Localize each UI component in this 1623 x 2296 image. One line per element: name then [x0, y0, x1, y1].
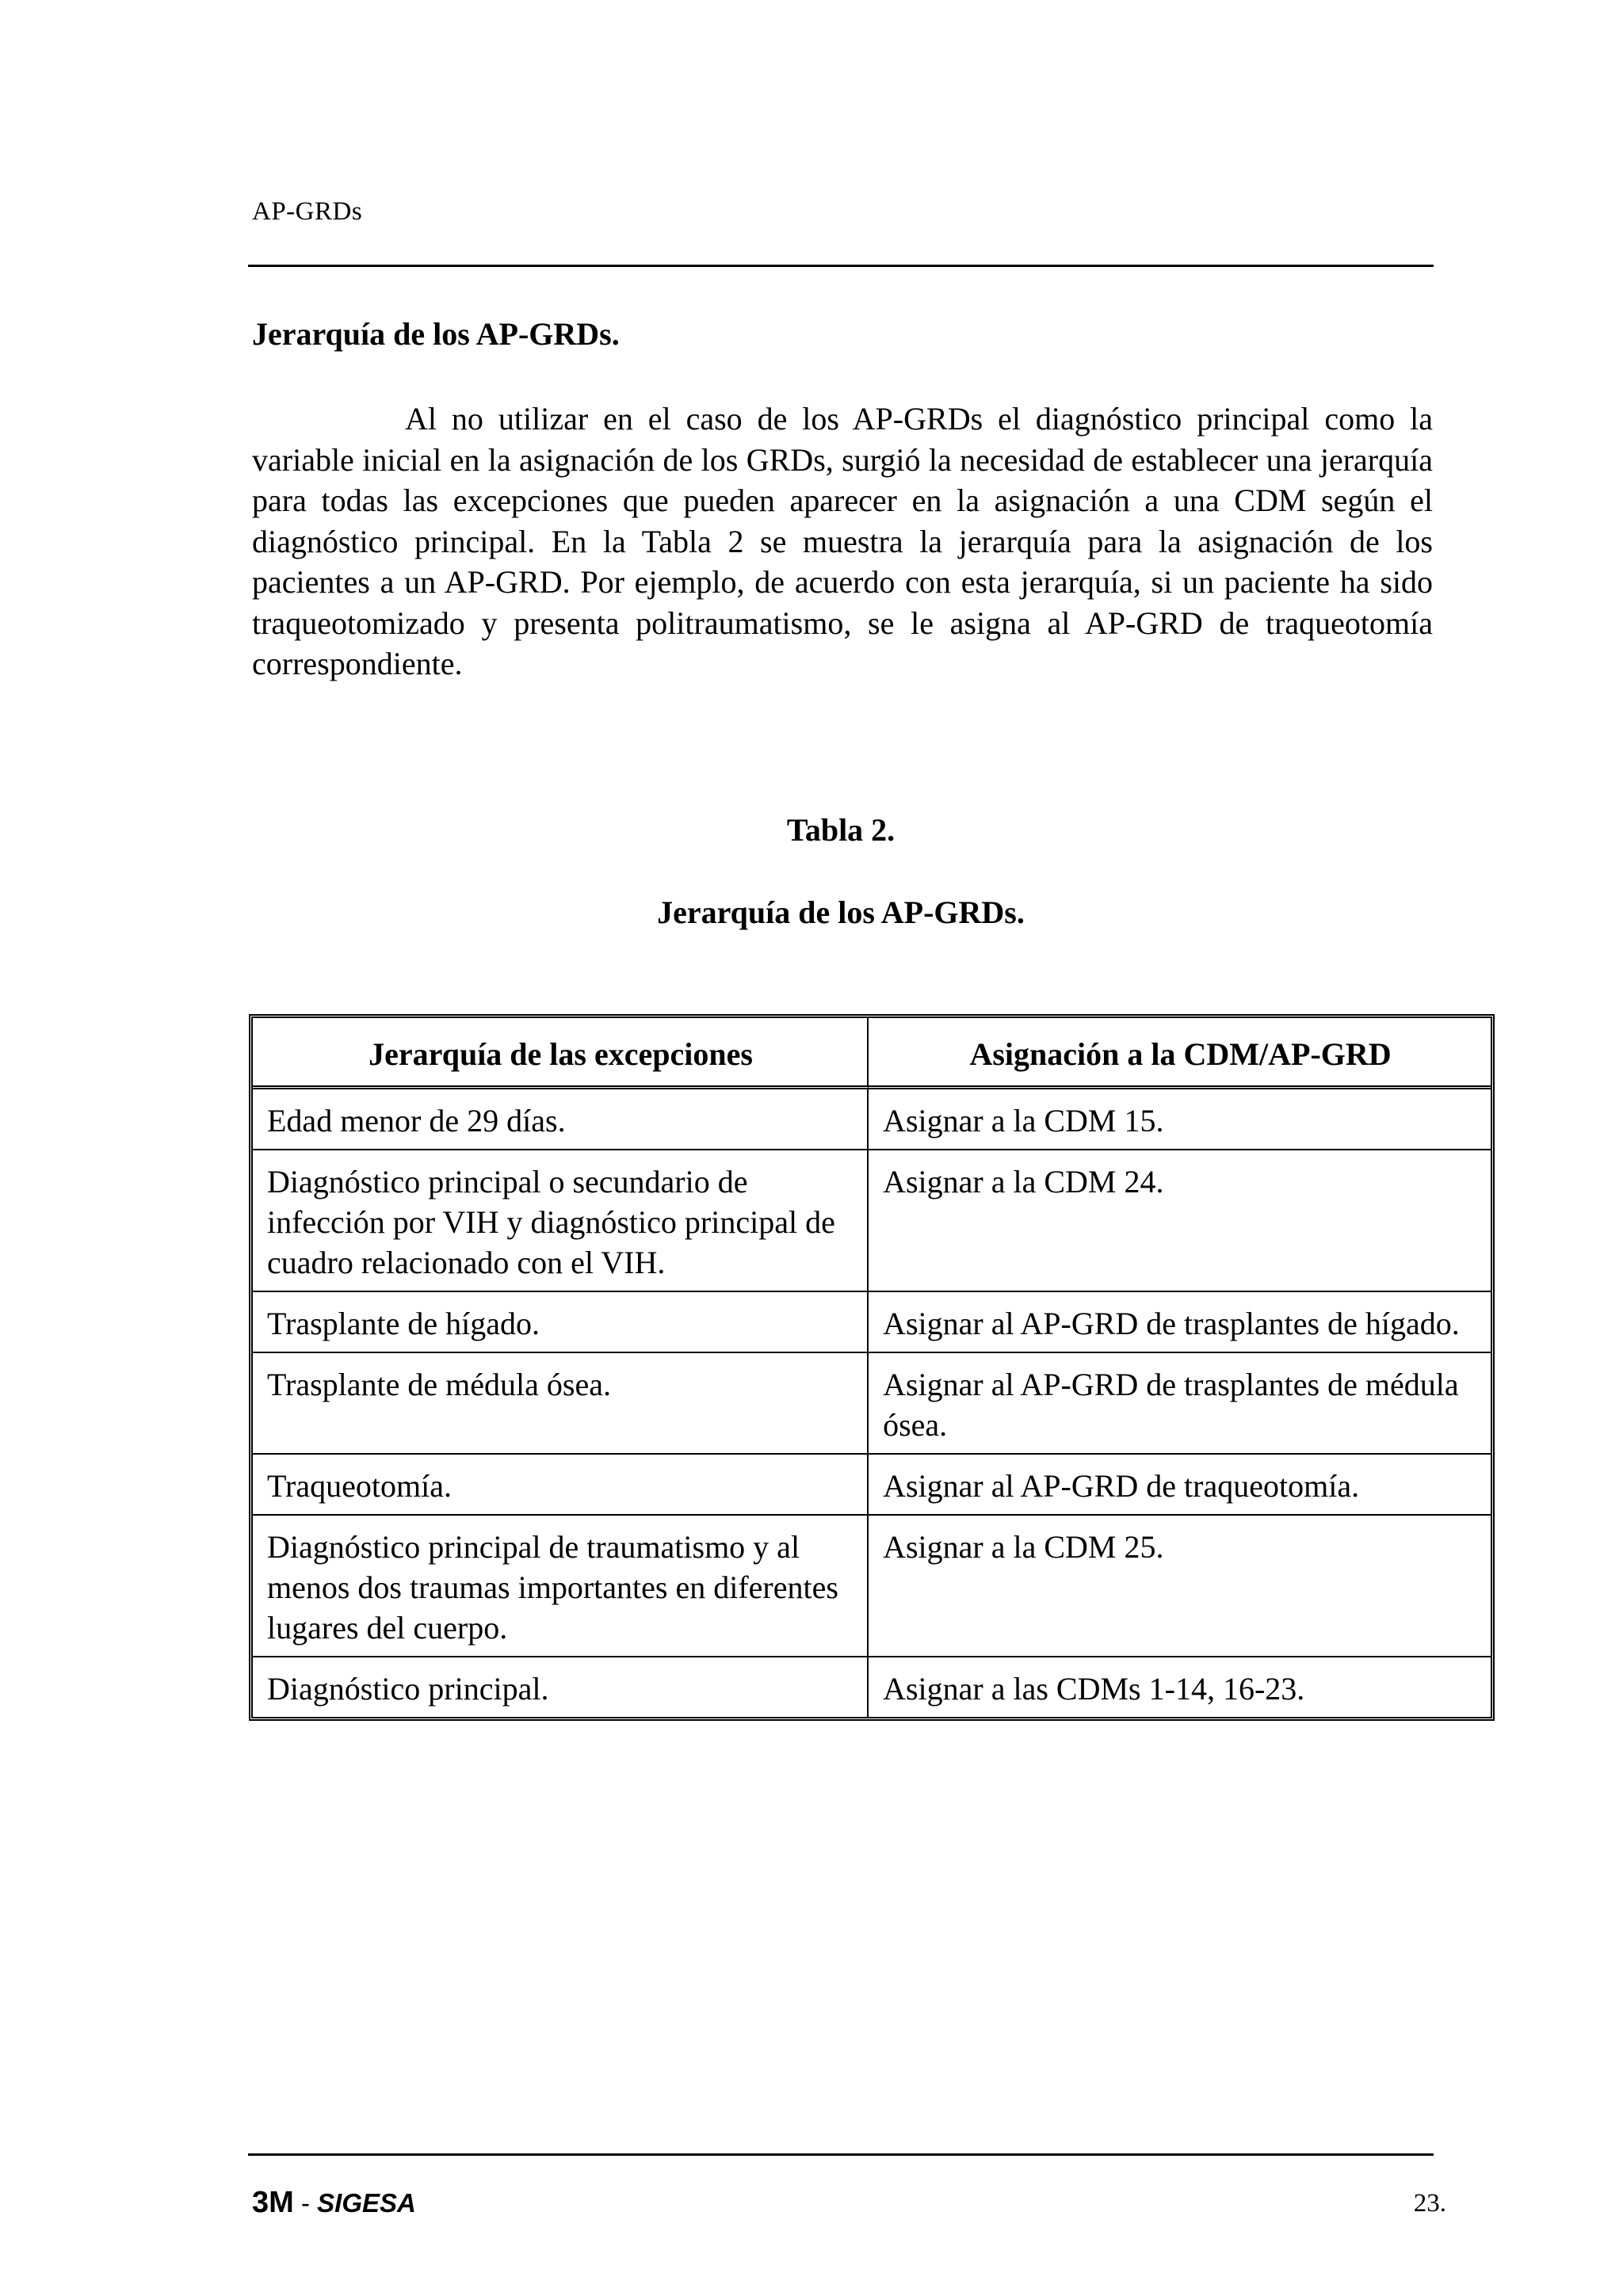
- column-header-exceptions: Jerarquía de las excepciones: [253, 1018, 869, 1089]
- page-number: 23.: [1413, 2189, 1446, 2218]
- table-row: [253, 1150, 1491, 1292]
- table-row: [253, 1292, 1491, 1353]
- assignment-cell: Asignar a la CDM 25.: [869, 1516, 1491, 1657]
- footer-rule: [248, 2153, 1434, 2156]
- hierarchy-table-wrapper: [249, 1014, 1495, 1721]
- table-row: [253, 1516, 1491, 1657]
- running-header: AP-GRDs: [252, 197, 363, 226]
- assignment-cell: Asignar al AP-GRD de trasplantes de hígado.: [869, 1292, 1491, 1353]
- table-header-row: [253, 1018, 1491, 1089]
- header-rule: [248, 265, 1434, 267]
- exception-cell: Diagnóstico principal o secundario de infección por VIH y diagnóstico principal de cuadro relacionado con el VIH.: [253, 1150, 869, 1292]
- column-header-assignment: Asignación a la CDM/AP-GRD: [869, 1018, 1491, 1089]
- table-row: [253, 1089, 1491, 1150]
- exception-cell: Diagnóstico principal.: [253, 1657, 869, 1717]
- exception-cell: Trasplante de hígado.: [253, 1292, 869, 1353]
- exception-cell: Diagnóstico principal de traumatismo y al menos dos traumas importantes en diferentes lugares del cuerpo.: [253, 1516, 869, 1657]
- assignment-cell: Asignar a las CDMs 1-14, 16-23.: [883, 1671, 1305, 1707]
- assignment-cell: Asignar al AP-GRD de trasplantes de médula ósea.: [869, 1353, 1491, 1455]
- brand-separator: -: [300, 2188, 310, 2218]
- brand-logo-3m: 3M: [252, 2186, 294, 2219]
- exception-cell: Edad menor de 29 días.: [253, 1089, 869, 1150]
- exception-cell: Traqueotomía.: [253, 1455, 869, 1516]
- table-number: Tabla 2.: [786, 812, 896, 848]
- section-title: Jerarquía de los AP-GRDs.: [252, 316, 620, 352]
- footer-brand: [252, 2186, 416, 2220]
- assignment-cell: Asignar al AP-GRD de traqueotomía.: [869, 1455, 1491, 1516]
- table-title: Jerarquía de los AP-GRDs.: [657, 894, 1025, 930]
- table-row: [253, 1353, 1491, 1455]
- assignment-cell: Asignar a la CDM 24.: [869, 1150, 1491, 1292]
- body-paragraph: Al no utilizar en el caso de los AP-GRDs el diagnóstico principal como la variable inicial en la asignación de los GRDs, surgió la necesidad de establecer una jerarquía para todas las excepciones que pueden aparecer en la asignación a una CDM según el diagnóstico principal. En la Tabla 2 se muestra la jerarquía para la asignación de los pacientes a un AP-GRD. Por ejemplo, de acuerdo con esta jerarquía, si un paciente ha sido traqueotomizado y presenta politraumatismo, se le asigna al AP-GRD de traqueotomía correspondiente.: [252, 401, 1433, 681]
- organization-name: SIGESA: [317, 2188, 416, 2218]
- table-row: [253, 1455, 1491, 1516]
- exception-cell: Trasplante de médula ósea.: [253, 1353, 869, 1455]
- table-row: [253, 1657, 1491, 1717]
- assignment-cell: Asignar a la CDM 15.: [869, 1089, 1491, 1150]
- hierarchy-table: [249, 1014, 1495, 1721]
